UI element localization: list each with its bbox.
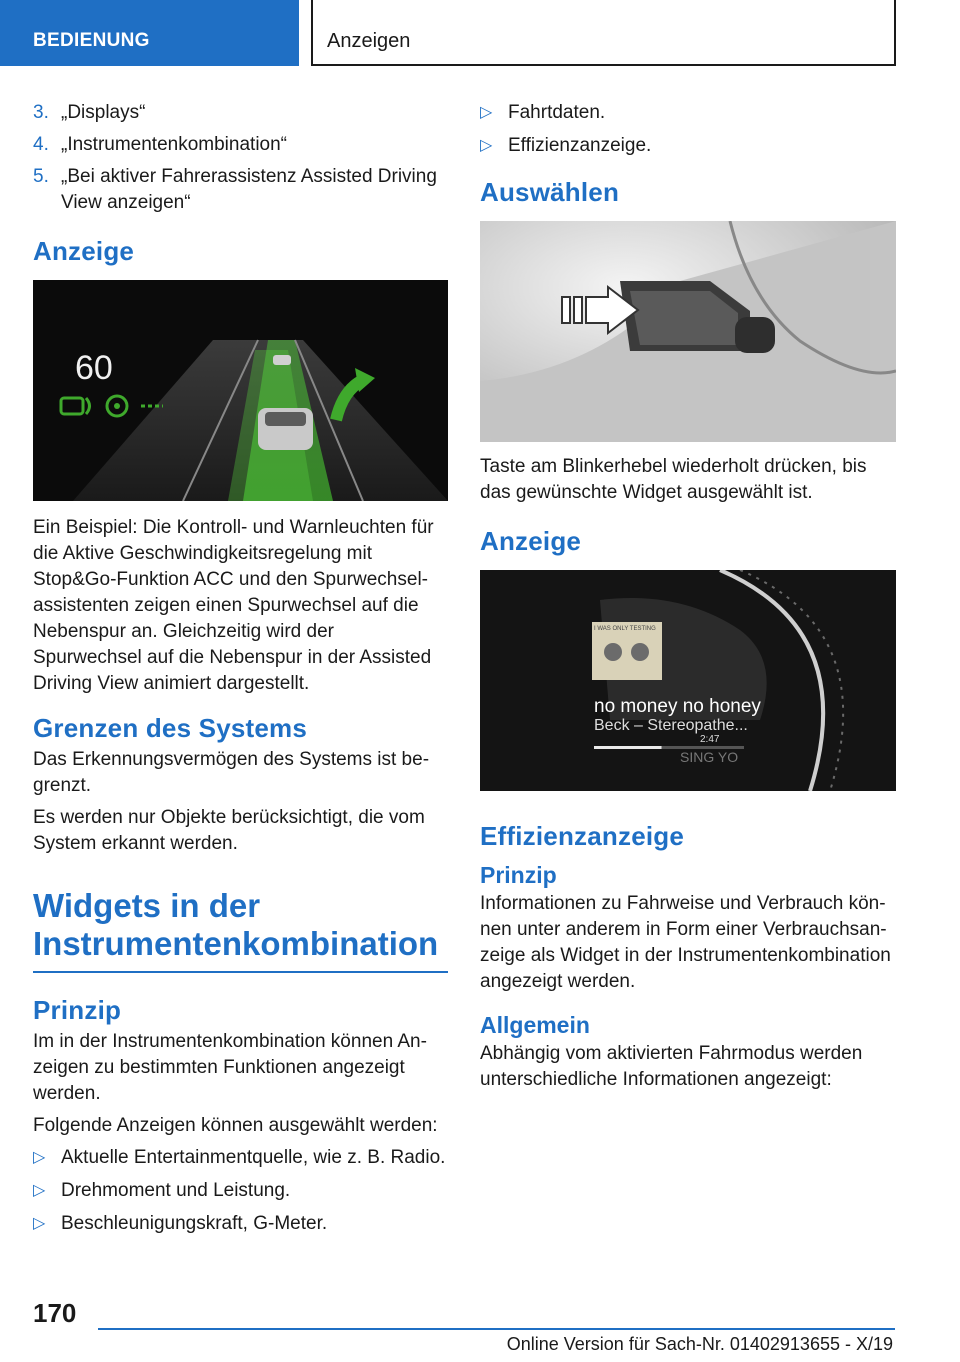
left-column [33, 100, 448, 1244]
anzeige-heading: Anzeige [33, 236, 135, 266]
assisted-driving-view-image [33, 280, 448, 501]
header-chapter-tab [311, 0, 896, 66]
auswaehlen-heading: Auswählen [480, 177, 620, 207]
entertainment-widget-image [480, 570, 896, 791]
turn-signal-lever-image [480, 221, 896, 442]
grenzen-heading: Grenzen des Systems [33, 713, 308, 743]
allgemein-heading: Allgemein [480, 1012, 590, 1038]
list-item: ▷ Fahrtdaten. [480, 100, 896, 126]
prinzip-paragraph-1: Im in der Instrumentenkombination können Anzeigen zu bestimmten Funktionen angezeigt werden. [33, 1031, 427, 1104]
turn-signal-lever-illustration [480, 221, 896, 442]
header-section-label: BEDIENUNG [33, 30, 150, 51]
speed-readout: 60 [75, 349, 113, 387]
header-chapter-label: Anzeigen [327, 30, 411, 52]
track-time: 2:47 [700, 734, 720, 745]
grenzen-paragraph-2: Es werden nur Objekte berücksichtigt, die vom System erkannt werden. [33, 807, 425, 854]
header-section-tab [0, 0, 299, 66]
list-item: ▷ Drehmoment und Leistung. [33, 1178, 448, 1204]
steering-assist-icon [107, 396, 127, 416]
widget-options-list-continued [480, 100, 896, 159]
list-item: ▷ Beschleunigungskraft, G-Meter. [33, 1211, 448, 1237]
background-text: SING YO [680, 749, 739, 765]
triangle-bullet-icon: ▷ [480, 137, 493, 154]
grenzen-paragraph-1: Das Erkennungsvermögen des Systems ist begrenzt. [33, 749, 430, 796]
list-item: 5. „Bei aktiver Fahrerassistenz Assisted Driving View anzeigen“ [33, 166, 437, 213]
prinzip-heading-right: Prinzip [480, 862, 557, 888]
widgets-heading: Widgets in der Instrumentenkombination [33, 887, 448, 973]
triangle-bullet-icon: ▷ [33, 1182, 46, 1199]
track-artist: Beck – Stereopathe... [594, 717, 748, 734]
footer-divider [98, 1328, 895, 1330]
acc-warning-icon [61, 398, 90, 414]
list-item: 3. „Displays“ [33, 102, 146, 123]
assisted-driving-view-illustration [33, 280, 448, 501]
allgemein-text: Abhängig vom aktivierten Fahrmodus werden unterschiedliche Informationen angezeigt: [480, 1043, 863, 1090]
prinzip-paragraph-2: Folgende Anzeigen können ausgewählt werden: [33, 1115, 438, 1136]
prinzip-text-right: Informationen zu Fahrweise und Verbrauch können unter anderem in Form einer Verbrauchsanzeige als Widget in der Instrumentenkombination angezeigt werden. [480, 893, 891, 992]
triangle-bullet-icon: ▷ [480, 104, 493, 121]
triangle-bullet-icon: ▷ [33, 1149, 46, 1166]
footer-online-version: Online Version für Sach-Nr. 01402913655 - X/19 [506, 1334, 893, 1354]
right-column [480, 100, 896, 1099]
track-progress-fill [594, 746, 662, 749]
list-item: 4. „Instrumentenkombination“ [33, 134, 287, 155]
anzeige-heading-right: Anzeige [480, 526, 582, 556]
effizienz-heading: Effizienzanzeige [480, 821, 685, 851]
prinzip-heading-left: Prinzip [33, 995, 122, 1025]
auswaehlen-caption: Taste am Blinkerhebel wiederholt drücken, bis das gewünschte Widget ausgewählt ist. [480, 456, 867, 503]
anzeige-caption: Ein Beispiel: Die Kontroll- und Warnleuchten für die Aktive Geschwindigkeitsregelung mit Stop&Go-Funktion ACC und den Spurwechselassistenten zeigen einen Spurwechsel auf die Nebenspur an. Gleichzeitig wird der Spurwechsel auf die Nebenspur in der Assisted Driving View animiert dargestellt. [33, 517, 434, 694]
numbered-list [33, 100, 448, 216]
album-badge-text: I WAS ONLY TESTING [594, 626, 656, 632]
list-item: ▷ Aktuelle Entertainmentquelle, wie z. B. Radio. [33, 1145, 448, 1171]
list-item: ▷ Effizienzanzeige. [480, 133, 896, 159]
page-number: 170 [33, 1298, 77, 1328]
track-title: no money no honey [594, 696, 761, 717]
widget-options-list [33, 1145, 448, 1237]
entertainment-widget-illustration [480, 570, 896, 791]
triangle-bullet-icon: ▷ [33, 1215, 46, 1232]
